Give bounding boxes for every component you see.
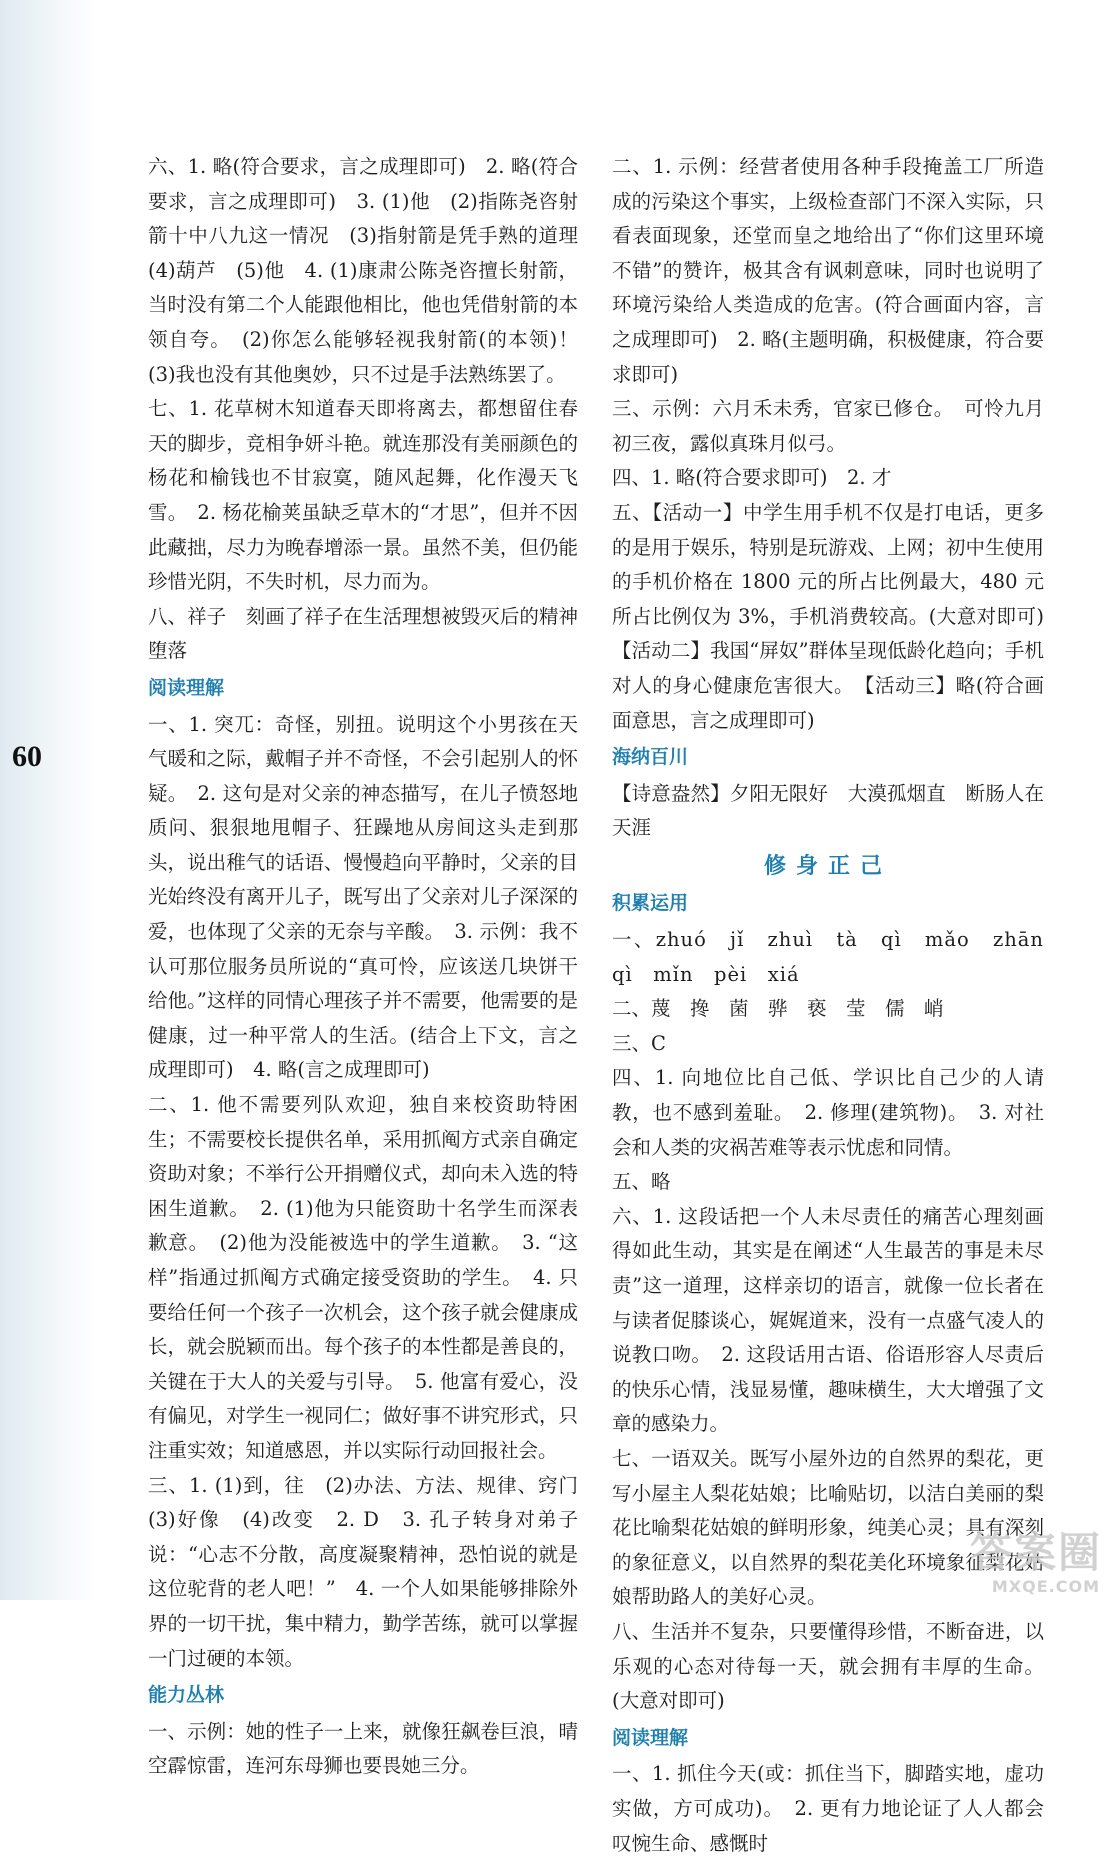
answer-paragraph: 二、1. 他不需要列队欢迎，独自来校资助特困生；不需要校长提供名单，采用抓阄方式亲自确定资助对象；不举行公开捐赠仪式，却向未入选的特困生道歉。 2. (1)他为只能资助十名学生而深表歉意。 (2)他为没能被选中的学生道歉。 3. “这样”指通过抓阄方式确定接受资助的学生。 4. 只要给任何一个孩子一次机会，这个孩子就会健康成长，就会脱颖而出。每个孩子的本性都是善良的，关键在于大人的关爱与引导。 5. 他富有爱心，没有偏见，对学生一视同仁；做好事不讲究形式，只注重实效；知道感恩，并以实际行动回报社会。 (148, 1093, 578, 1462)
page-margin-strip (0, 0, 95, 1600)
answer-paragraph: 一、示例：她的性子一上来，就像狂飙卷巨浪，晴空霹惊雷，连河东母狮也要畏她三分。 (148, 1719, 578, 1778)
answer-paragraph: 八、祥子 刻画了祥子在生活理想被毁灭后的精神堕落 (148, 604, 578, 663)
answer-paragraph: 一、1. 抓住今天(或：抓住当下，脚踏实地，虚功实做，方可成功)。 2. 更有力地论证了人人都会叹惋生命、感慨时 (612, 1762, 1044, 1855)
section-heading: 阅读理解 (148, 676, 225, 699)
answer-paragraph: 【诗意盎然】夕阳无限好 大漠孤烟直 断肠人在天涯 (612, 781, 1044, 840)
answer-paragraph: 二、1. 示例：经营者使用各种手段掩盖工厂所造成的污染这个事实，上级检查部门不深入实际，只看表面现象，还堂而皇之地给出了“你们这里环境不错”的赞许，极其含有讽刺意味，同时也说明了环境污染给人类造成的危害。(符合画面内容，言之成理即可) 2. 略(主题明确，积极健康，符合要求即可) (612, 155, 1044, 386)
unit-title: 修身正己 (763, 853, 892, 879)
answer-paragraph: 四、1. 向地位比自己低、学识比自己少的人请教，也不感到羞耻。 2. 修理(建筑物)。 3. 对社会和人类的灾祸苦难等表示忧虑和同情。 (612, 1066, 1044, 1159)
page-number: 60 (12, 740, 42, 773)
answer-paragraph: 六、1. 这段话把一个人未尽责任的痛苦心理刻画得如此生动，其实是在阐述“人生最苦的事是未尽责”这一道理，这样亲切的语言，就像一位长者在与读者促膝谈心，娓娓道来，没有一点盛气凌人的说教口吻。 2. 这段话用古语、俗语形容人尽责后的快乐心情，浅显易懂，趣味横生，大大增强了文章的感染力。 (612, 1204, 1044, 1436)
section-heading: 阅读理解 (612, 1726, 689, 1749)
answer-paragraph: 八、生活并不复杂，只要懂得珍惜，不断奋进，以乐观的心态对待每一天，就会拥有丰厚的生命。(大意对即可) (612, 1619, 1044, 1713)
section-heading: 能力丛林 (148, 1684, 225, 1707)
answer-paragraph: 五、【活动一】中学生用手机不仅是打电话，更多的是用于娱乐，特别是玩游戏、上网；初中生使用的手机价格在 1800 元的所占比例最大，480 元所占比例仅为 3%，手机消费较高。(大意对即可) 【活动二】我国“屏奴”群体呈现低龄化趋向；手机对人的身心健康危害很大。 【活动三】略(符合画面意思，言之成理即可) (612, 500, 1064, 732)
section-heading: 积累运用 (612, 892, 689, 915)
answer-paragraph: 七、一语双关。既写小屋外边的自然界的梨花，更写小屋主人梨花姑娘；比喻贴切，以洁白美丽的梨花比喻梨花姑娘的鲜明形象，纯美心灵；具有深刻的象征意义，以自然界的梨花美化环境象征梨花姑娘帮助路人的美好心灵。 (612, 1446, 1044, 1609)
answer-paragraph: 六、1. 略(符合要求，言之成理即可) 2. 略(符合要求，言之成理即可) 3. (1)他 (2)指陈尧咨射箭十中八九这一情况 (3)指射箭是凭手熟的道理 (4)葫芦 (5)他 4. (1)康肃公陈尧咨擅长射箭，当时没有第二个人能跟他相比，他也凭借射箭的本领自夸。 (2)你怎么能够轻视我射箭(的本领)！ (3)我也没有其他奥妙，只不过是手法熟练罢了。 (148, 155, 598, 386)
answer-paragraph: 一、1. 突兀：奇怪，别扭。说明这个小男孩在天气暖和之际，戴帽子并不奇怪，不会引起别人的怀疑。 2. 这句是对父亲的神态描写，在儿子愤怒地质问、狠狠地甩帽子、狂躁地从房间这头走到那头，说出稚气的话语、慢慢趋向平静时，父亲的目光始终没有离开儿子，既写出了父亲对儿子深深的爱，也体现了父亲的无奈与辛酸。 3. 示例：我不认可那位服务员所说的“真可怜，应该送几块饼干给他。”这样的同情心理孩子并不需要，他需要的是健康，过一种平常人的生活。(结合上下文，言之成理即可) 4. 略(言之成理即可) (148, 712, 578, 1082)
watermark-url: MXQE.COM (991, 1577, 1100, 1596)
watermark-logo: 答案圈 (969, 1528, 1102, 1577)
answer-paragraph: 三、1. (1)到，往 (2)办法、方法、规律、窍门 (3)好像 (4)改变 2. D 3. 孔子转身对弟子说：“心志不分散，高度凝聚精神，恐怕说的就是这位驼背的老人吧！” 4. 一个人如果能够排除外界的一切干扰，集中精力，勤学苦练，就可以掌握一门过硬的本领。 (148, 1473, 598, 1670)
watermark (862, 1520, 1102, 1596)
pinyin-answer: 一、zhuó jǐ zhuì tà qì mǎo zhān qì mǐn pèi xiá (612, 928, 1065, 986)
answer-paragraph: 三、C (612, 1031, 666, 1055)
answer-paragraph: 五、略 (612, 1170, 671, 1194)
answer-paragraph: 二、蔑 搀 菌 骅 亵 莹 儒 峭 (612, 997, 944, 1021)
answer-paragraph: 四、1. 略(符合要求即可) 2. 才 (612, 466, 892, 490)
section-heading: 海纳百川 (612, 746, 689, 769)
answer-paragraph: 七、1. 花草树木知道春天即将离去，都想留住春天的脚步，竞相争妍斗艳。就连那没有美丽颜色的杨花和榆钱也不甘寂寞，随风起舞，化作漫天飞雪。 2. 杨花榆荚虽缺乏草木的“才思”，但并不因此藏拙，尽力为晚春增添一景。虽然不美，但仍能珍惜光阴，不失时机，尽力而为。 (148, 397, 578, 594)
left-column (148, 150, 598, 1784)
answer-paragraph: 三、示例：六月禾未秀，官家已修仓。 可怜九月初三夜，露似真珠月似弓。 (612, 397, 1044, 455)
